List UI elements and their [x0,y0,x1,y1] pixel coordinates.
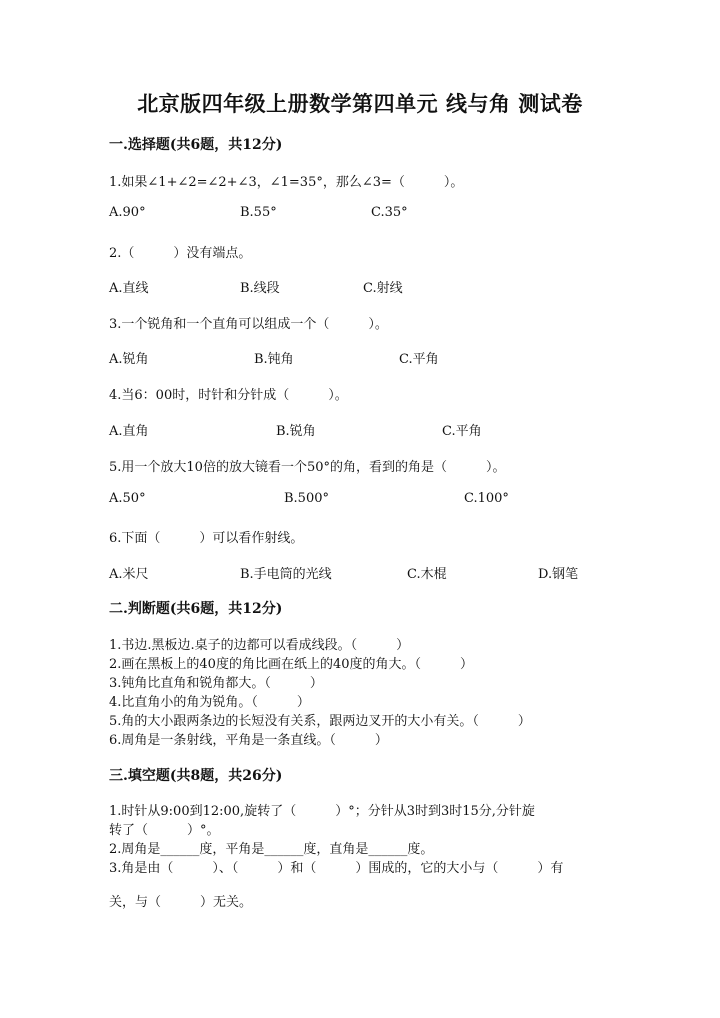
choice-question-3: 3.一个锐角和一个直角可以组成一个（ ）。 [109,317,388,332]
choice-q6-option-d: D.钢笔 [538,567,579,582]
choice-q2-option-b: B.线段 [240,281,280,296]
judgment-item-2: 2.画在黑板上的40度的角比画在纸上的40度的角大。（ ） [109,657,473,672]
fill-line-1: 1.时针从9:00到12:00,旋转了（ ）°；分针从3时到3时15分,分针旋 [109,804,535,819]
choice-q4-option-b: B.锐角 [276,424,316,439]
fill-line-2: 转了（ ）°。 [109,823,220,838]
choice-q1-option-a: A.90° [109,205,146,220]
choice-q3-option-a: A.锐角 [109,352,149,367]
choice-q1-option-c: C.35° [371,205,408,220]
choice-q2-option-a: A.直线 [109,281,149,296]
judgment-item-5: 5.角的大小跟两条边的长短没有关系，跟两边叉开的大小有关。（ ） [109,714,531,729]
choice-question-1: 1.如果∠1+∠2=∠2+∠3，∠1=35°，那么∠3=（ ）。 [109,175,464,190]
choice-q5-option-a: A.50° [109,491,146,506]
choice-question-4: 4.当6：00时，时针和分针成（ ）。 [109,388,348,403]
choice-q5-option-b: B.500° [284,491,329,506]
judgment-item-3: 3.钝角比直角和锐角都大。（ ） [109,676,323,691]
choice-q6-option-b: B.手电筒的光线 [240,567,332,582]
choice-question-5: 5.用一个放大10倍的放大镜看一个50°的角，看到的角是（ ）。 [109,460,506,475]
section-heading-judgment: 二.判断题(共6题，共12分) [109,601,283,617]
section-heading-choice: 一.选择题(共6题，共12分) [109,137,283,153]
choice-question-2: 2.（ ）没有端点。 [109,246,252,261]
page-title: 北京版四年级上册数学第四单元 线与角 测试卷 [137,91,583,116]
fill-line-5: 关，与（ ）无关。 [109,895,253,910]
choice-q2-option-c: C.射线 [363,281,403,296]
judgment-item-6: 6.周角是一条射线，平角是一条直线。（ ） [109,733,388,748]
fill-line-3: 2.周角是______度，平角是______度，直角是______度。 [109,842,434,857]
choice-question-6: 6.下面（ ）可以看作射线。 [109,531,304,546]
choice-q5-option-c: C.100° [464,491,509,506]
choice-q4-option-c: C.平角 [442,424,482,439]
section-heading-fill: 三.填空题(共8题，共26分) [109,768,283,784]
choice-q6-option-c: C.木棍 [407,567,447,582]
fill-line-4: 3.角是由（ ）、（ ）和（ ）围成的，它的大小与（ ）有 [109,861,564,876]
judgment-item-1: 1.书边.黑板边.桌子的边都可以看成线段。（ ） [109,638,410,653]
choice-q4-option-a: A.直角 [109,424,149,439]
choice-q3-option-c: C.平角 [399,352,439,367]
choice-q3-option-b: B.钝角 [254,352,294,367]
choice-q1-option-b: B.55° [240,205,277,220]
judgment-item-4: 4.比直角小的角为锐角。（ ） [109,695,310,710]
choice-q6-option-a: A.米尺 [109,567,149,582]
